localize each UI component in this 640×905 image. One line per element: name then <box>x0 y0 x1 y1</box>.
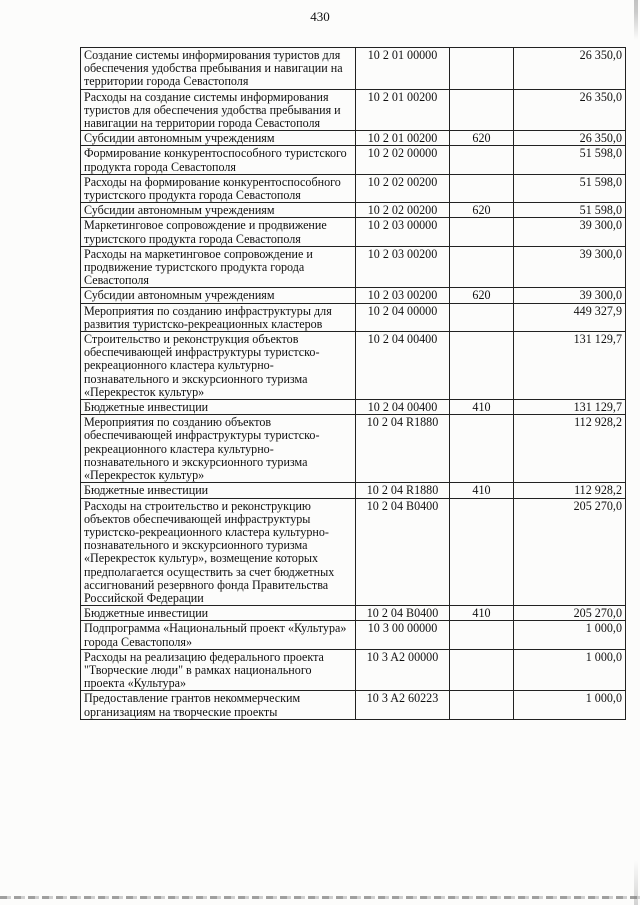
table-row <box>81 649 626 691</box>
table-row <box>81 131 626 146</box>
table-row <box>81 288 626 303</box>
row-name-cell: Мероприятия по созданию объектов обеспечивающей инфраструктуры туристско-рекреационного кластера культурно-познавательного и экскурсионного туризма «Перекресток культур» <box>81 415 356 483</box>
page-number: 430 <box>310 9 330 24</box>
row-expense-type-cell <box>450 218 514 246</box>
row-name-cell: Расходы на строительство и реконструкцию объектов обеспечивающей инфраструктуры туристско-рекреационного кластера культурно-познавательного и экскурсионного туризма «Перекресток культур», возмещение которых предполагается осуществить за счет бюджетных ассигнований резервного фонда Правительства Российской Федерации <box>81 498 356 606</box>
row-name-cell: Мероприятия по созданию инфраструктуры для развития туристско-рекреационных кластеров <box>81 303 356 331</box>
row-expense-type-cell <box>450 174 514 202</box>
row-code-cell: 10 2 04 B0400 <box>356 498 450 606</box>
row-code-cell: 10 2 01 00000 <box>356 48 450 90</box>
budget-table-body <box>81 48 626 720</box>
row-expense-type-cell <box>450 649 514 691</box>
row-sum-cell: 26 350,0 <box>514 89 626 131</box>
row-expense-type-cell <box>450 691 514 719</box>
row-expense-type-cell: 410 <box>450 483 514 498</box>
row-name-cell: Субсидии автономным учреждениям <box>81 288 356 303</box>
row-sum-cell: 26 350,0 <box>514 131 626 146</box>
row-name-cell: Расходы на создание системы информирования туристов для обеспечения удобства пребывания и навигации на территории города Севастополя <box>81 89 356 131</box>
row-name-cell: Субсидии автономным учреждениям <box>81 131 356 146</box>
row-sum-cell: 112 928,2 <box>514 415 626 483</box>
row-expense-type-cell: 410 <box>450 400 514 415</box>
row-code-cell: 10 3 00 00000 <box>356 621 450 649</box>
row-expense-type-cell <box>450 89 514 131</box>
row-sum-cell: 1 000,0 <box>514 621 626 649</box>
row-expense-type-cell: 410 <box>450 606 514 621</box>
row-code-cell: 10 2 02 00200 <box>356 203 450 218</box>
table-row <box>81 606 626 621</box>
row-expense-type-cell <box>450 498 514 606</box>
row-expense-type-cell <box>450 48 514 90</box>
row-sum-cell: 51 598,0 <box>514 203 626 218</box>
row-name-cell: Предоставление грантов некоммерческим организациям на творческие проекты <box>81 691 356 719</box>
table-row <box>81 498 626 606</box>
table-row <box>81 483 626 498</box>
table-row <box>81 218 626 246</box>
row-name-cell: Строительство и реконструкция объектов обеспечивающей инфраструктуры туристско-рекреационного кластера культурно-познавательного и экскурсионного туризма «Перекресток культур» <box>81 332 356 400</box>
row-expense-type-cell: 620 <box>450 131 514 146</box>
row-sum-cell: 51 598,0 <box>514 146 626 174</box>
row-name-cell: Субсидии автономным учреждениям <box>81 203 356 218</box>
row-code-cell: 10 2 04 00400 <box>356 332 450 400</box>
row-expense-type-cell <box>450 415 514 483</box>
row-expense-type-cell <box>450 303 514 331</box>
row-code-cell: 10 2 03 00000 <box>356 218 450 246</box>
row-name-cell: Создание системы информирования туристов для обеспечения удобства пребывания и навигации на территории города Севастополя <box>81 48 356 90</box>
table-row <box>81 174 626 202</box>
row-name-cell: Подпрограмма «Национальный проект «Культура» города Севастополя» <box>81 621 356 649</box>
row-sum-cell: 39 300,0 <box>514 218 626 246</box>
row-code-cell: 10 2 02 00200 <box>356 174 450 202</box>
table-row <box>81 415 626 483</box>
row-sum-cell: 112 928,2 <box>514 483 626 498</box>
budget-table <box>80 47 626 720</box>
table-row <box>81 332 626 400</box>
row-code-cell: 10 2 03 00200 <box>356 246 450 288</box>
table-row <box>81 621 626 649</box>
row-expense-type-cell: 620 <box>450 288 514 303</box>
row-sum-cell: 131 129,7 <box>514 400 626 415</box>
row-code-cell: 10 2 04 00400 <box>356 400 450 415</box>
row-code-cell: 10 3 A2 00000 <box>356 649 450 691</box>
table-row <box>81 303 626 331</box>
table-row <box>81 246 626 288</box>
row-expense-type-cell <box>450 332 514 400</box>
row-name-cell: Бюджетные инвестиции <box>81 400 356 415</box>
row-name-cell: Маркетинговое сопровождение и продвижение туристского продукта города Севастополя <box>81 218 356 246</box>
row-sum-cell: 205 270,0 <box>514 498 626 606</box>
row-sum-cell: 39 300,0 <box>514 246 626 288</box>
row-name-cell: Бюджетные инвестиции <box>81 606 356 621</box>
row-code-cell: 10 2 04 B0400 <box>356 606 450 621</box>
scan-edge-right <box>634 0 638 905</box>
row-code-cell: 10 3 A2 60223 <box>356 691 450 719</box>
table-row <box>81 400 626 415</box>
row-sum-cell: 26 350,0 <box>514 48 626 90</box>
table-row <box>81 146 626 174</box>
table-row <box>81 48 626 90</box>
row-expense-type-cell <box>450 146 514 174</box>
scan-edge-bottom <box>0 896 640 899</box>
row-code-cell: 10 2 04 00000 <box>356 303 450 331</box>
row-code-cell: 10 2 04 R1880 <box>356 483 450 498</box>
row-expense-type-cell: 620 <box>450 203 514 218</box>
row-sum-cell: 1 000,0 <box>514 691 626 719</box>
row-name-cell: Формирование конкурентоспособного туристского продукта города Севастополя <box>81 146 356 174</box>
row-expense-type-cell <box>450 621 514 649</box>
row-sum-cell: 131 129,7 <box>514 332 626 400</box>
table-row <box>81 691 626 719</box>
row-name-cell: Бюджетные инвестиции <box>81 483 356 498</box>
row-expense-type-cell <box>450 246 514 288</box>
row-code-cell: 10 2 03 00200 <box>356 288 450 303</box>
row-name-cell: Расходы на маркетинговое сопровождение и продвижение туристского продукта города Севастополя <box>81 246 356 288</box>
row-sum-cell: 51 598,0 <box>514 174 626 202</box>
row-code-cell: 10 2 01 00200 <box>356 89 450 131</box>
row-sum-cell: 449 327,9 <box>514 303 626 331</box>
table-row <box>81 203 626 218</box>
row-name-cell: Расходы на формирование конкурентоспособного туристского продукта города Севастополя <box>81 174 356 202</box>
row-code-cell: 10 2 02 00000 <box>356 146 450 174</box>
row-sum-cell: 1 000,0 <box>514 649 626 691</box>
table-row <box>81 89 626 131</box>
row-code-cell: 10 2 04 R1880 <box>356 415 450 483</box>
row-code-cell: 10 2 01 00200 <box>356 131 450 146</box>
row-sum-cell: 205 270,0 <box>514 606 626 621</box>
row-sum-cell: 39 300,0 <box>514 288 626 303</box>
row-name-cell: Расходы на реализацию федерального проекта "Творческие люди" в рамках национального проекта «Культура» <box>81 649 356 691</box>
